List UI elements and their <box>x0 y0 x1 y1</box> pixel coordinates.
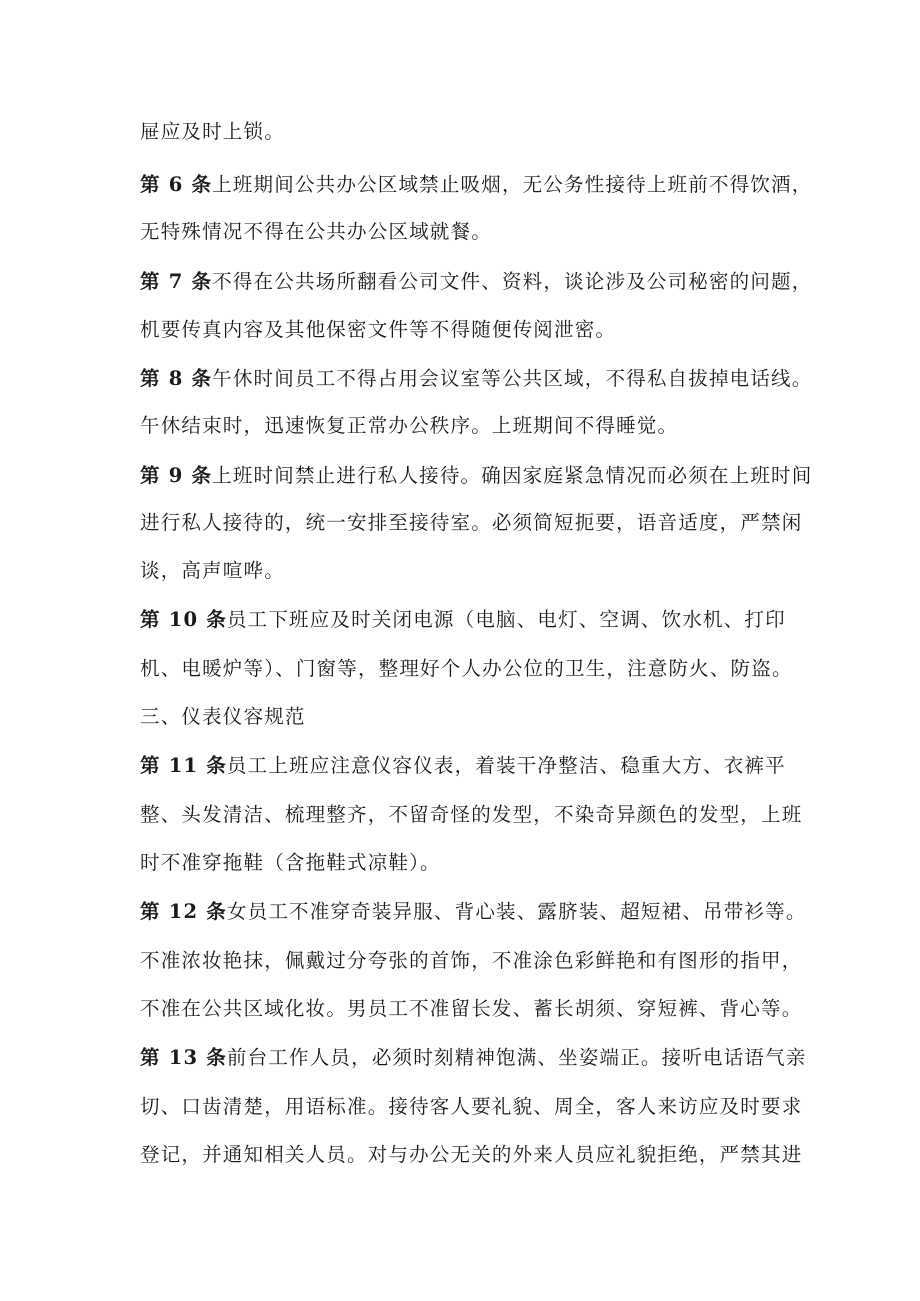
text-line <box>140 119 285 145</box>
article-10-line-1 <box>140 607 786 633</box>
line-text: 不准在公共区域化妆。男员工不准留长发、蓄长胡须、穿短裤、背心等。 <box>140 997 803 1020</box>
text-line <box>140 1142 802 1168</box>
line-text: 午休时间员工不得占用会议室等公共区域，不得私自拔掉电话线。 <box>212 367 813 390</box>
line-text: 员工下班应及时关闭电源（电脑、电灯、空调、饮水机、打印 <box>226 608 786 631</box>
article-number: 第 9 条 <box>140 464 213 487</box>
article-number: 第 10 条 <box>140 608 227 631</box>
line-text: 机要传真内容及其他保密文件等不得随便传阅泄密。 <box>140 318 617 341</box>
text-line <box>140 219 492 245</box>
line-text: 谈，高声喧哗。 <box>140 559 285 582</box>
line-text: 不得在公共场所翻看公司文件、资料，谈论涉及公司秘密的问题， <box>212 270 813 293</box>
article-6-line-1 <box>140 172 812 198</box>
line-text: 前台工作人员，必须时刻精神饱满、坐姿端正。接听电话语气亲 <box>226 1046 807 1069</box>
article-7-line-1 <box>140 269 812 295</box>
line-text: 女员工不准穿奇装异服、背心装、露脐装、超短裙、吊带衫等。 <box>226 900 807 923</box>
line-text: 不准浓妆艳抹，佩戴过分夸张的首饰，不准涂色彩鲜艳和有图形的指甲， <box>140 949 803 972</box>
text-line <box>140 802 802 828</box>
line-text: 机、电暖炉等）、门窗等，整理好个人办公位的卫生，注意防火、防盗。 <box>140 657 793 680</box>
line-text: 上班时间禁止进行私人接待。确因家庭紧急情况而必须在上班时间 <box>212 464 813 487</box>
article-13-line-1 <box>140 1045 807 1071</box>
article-number: 第 7 条 <box>140 270 213 293</box>
line-text: 午休结束时，迅速恢复正常办公秩序。上班期间不得睡觉。 <box>140 414 679 437</box>
article-number: 第 13 条 <box>140 1046 227 1069</box>
line-text: 登记，并通知相关人员。对与办公无关的外来人员应礼貌拒绝，严禁其进 <box>140 1143 803 1166</box>
line-text: 员工上班应注意仪容仪表，着装干净整洁、稳重大方、衣裤平 <box>226 754 786 777</box>
line-text: 时不准穿拖鞋（含拖鞋式凉鞋）。 <box>140 851 441 874</box>
text-line <box>140 996 802 1022</box>
line-text: 进行私人接待的，统一安排至接待室。必须简短扼要，语音适度，严禁闲 <box>140 511 803 534</box>
text-line <box>140 656 793 682</box>
article-number: 第 11 条 <box>140 754 227 777</box>
article-number: 第 6 条 <box>140 173 213 196</box>
line-text: 上班期间公共办公区域禁止吸烟，无公务性接待上班前不得饮酒， <box>212 173 813 196</box>
article-8-line-1 <box>140 366 812 392</box>
text-line <box>140 413 678 439</box>
article-12-line-1 <box>140 899 807 925</box>
article-11-line-1 <box>140 753 786 779</box>
section-title: 三、仪表仪容规范 <box>140 705 306 728</box>
text-line <box>140 317 616 343</box>
line-text: 屉应及时上锁。 <box>140 120 285 143</box>
line-text: 无特殊情况不得在公共办公区域就餐。 <box>140 220 492 243</box>
text-line <box>140 510 802 536</box>
article-number: 第 12 条 <box>140 900 227 923</box>
text-line <box>140 558 285 584</box>
text-line <box>140 948 802 974</box>
article-9-line-1 <box>140 463 812 489</box>
text-line <box>140 1094 802 1120</box>
line-text: 切、口齿清楚，用语标准。接待客人要礼貌、周全，客人来访应及时要求 <box>140 1095 803 1118</box>
article-number: 第 8 条 <box>140 367 213 390</box>
section-heading <box>140 704 306 730</box>
text-line <box>140 850 441 876</box>
line-text: 整、头发清洁、梳理整齐，不留奇怪的发型，不染奇异颜色的发型，上班 <box>140 803 803 826</box>
